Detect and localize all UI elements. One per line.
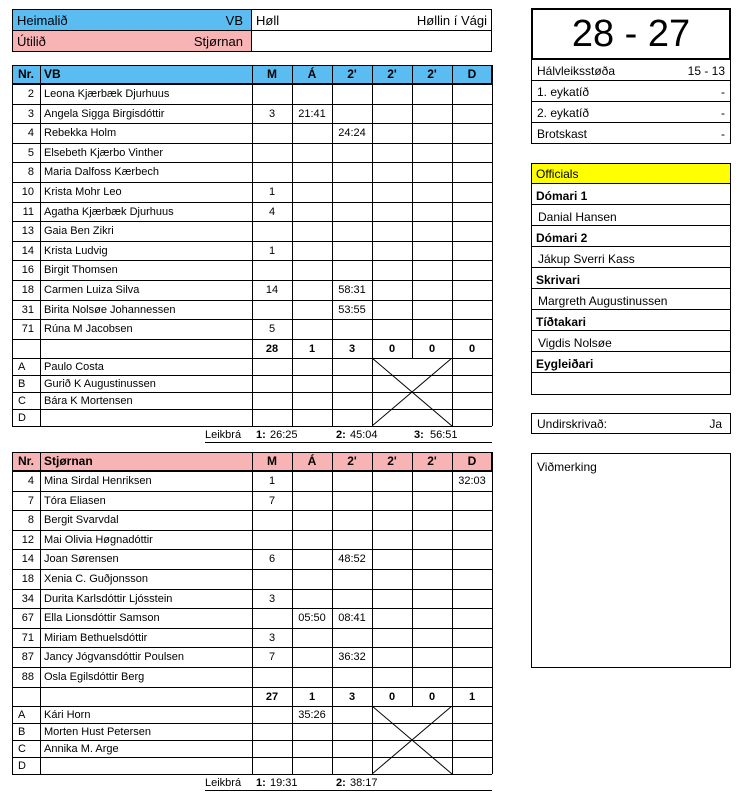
player-name: Gaia Ben Zikri (44, 225, 114, 238)
staff-code: D (18, 760, 26, 773)
staff-name: Kári Horn (44, 709, 91, 722)
player-name: Rebekka Holm (44, 127, 117, 140)
venue-blank (251, 30, 492, 52)
extra-time-1-label: 1. eykatíð (537, 85, 590, 99)
final-score (531, 8, 731, 60)
player-name: Mai Olivia Høgnadóttir (44, 533, 153, 546)
player-suspension-1: 36:32 (338, 651, 366, 664)
staff-cross-box (372, 706, 452, 774)
player-number: 71 (21, 631, 34, 644)
final-score-value: 28 - 27 (571, 13, 691, 55)
player-name: Rúna M Jacobsen (44, 323, 133, 336)
staff-code: C (18, 743, 26, 756)
player-number: 87 (21, 651, 34, 664)
extra-time-2-value: - (721, 106, 725, 120)
total-t1: 3 (348, 342, 356, 355)
col-header-nr: Nr. (17, 454, 34, 468)
total-a: 1 (308, 342, 316, 355)
player-name: Joan Sørensen (44, 553, 119, 566)
timeout-3-value: 56:51 (430, 429, 458, 442)
venue-row (251, 9, 492, 31)
player-name: Krista Ludvig (44, 244, 108, 257)
timeouts-label: Leikbrá (205, 777, 242, 790)
home-label: Heimalið (17, 13, 68, 28)
player-name: Maria Dalfoss Kærbech (44, 166, 159, 179)
penalties-row (531, 122, 731, 144)
signed-row (531, 413, 731, 434)
player-goals: 3 (268, 592, 276, 605)
timeout-1-label: 1: (256, 777, 266, 790)
player-name: Ella Lionsdóttir Samson (44, 612, 160, 625)
staff-warning: 35:26 (298, 709, 326, 722)
timeout-2-value: 38:17 (350, 777, 378, 790)
col-header-disqualification: D (467, 67, 477, 81)
officials-title: Officials (536, 167, 579, 181)
player-name: Leona Kjærbæk Djurhuus (44, 88, 170, 100)
away-team-row (12, 30, 252, 52)
player-number: 67 (21, 612, 34, 625)
player-name: Krista Mohr Leo (44, 186, 122, 198)
official-role-observer: Eygleiðari (536, 357, 594, 371)
col-header-suspension-2: 2' (387, 67, 397, 81)
player-name: Jancy Jógvansdóttir Poulsen (44, 651, 185, 664)
player-number: 34 (21, 592, 34, 605)
total-t3: 0 (428, 690, 436, 703)
player-suspension-1: 24:24 (338, 127, 366, 140)
timeout-1-label: 1: (256, 429, 266, 442)
official-role-referee-1: Dómari 1 (536, 189, 588, 203)
player-number: 71 (21, 323, 34, 336)
player-name: Birgit Thomsen (44, 264, 118, 277)
player-name: Osla Egilsdóttir Berg (44, 671, 145, 683)
player-number: 7 (27, 494, 34, 507)
staff-name: Annika M. Arge (44, 743, 119, 756)
away-team-name: Stjørnan (193, 34, 243, 49)
official-name-timekeeper: Vigdis Nolsøe (538, 336, 612, 350)
total-t1: 3 (348, 690, 356, 703)
total-t2: 0 (388, 690, 396, 703)
player-number: 14 (21, 553, 34, 566)
player-number: 16 (21, 264, 34, 277)
home-team-name: VB (225, 13, 243, 28)
half-score-label: Hálvleiksstøða (537, 64, 616, 78)
away-label: Útilið (17, 34, 46, 49)
player-goals: 7 (268, 494, 276, 507)
total-a: 1 (308, 690, 316, 703)
total-d: 1 (468, 690, 476, 703)
player-name: Birita Nolsøe Johannessen (44, 303, 176, 316)
player-number: 12 (21, 533, 34, 546)
player-number: 18 (21, 573, 34, 585)
player-number: 18 (21, 284, 34, 296)
staff-name: Morten Hust Petersen (44, 726, 151, 739)
venue-name: Høllin í Vági (416, 13, 487, 28)
penalties-label: Brotskast (537, 127, 588, 141)
col-header-suspension-2: 2' (387, 454, 397, 468)
player-number: 2 (27, 88, 34, 100)
col-header-goals: M (267, 67, 277, 81)
player-goals: 3 (268, 107, 276, 120)
col-header-warning: Á (307, 454, 317, 468)
extra-time-2-row (531, 101, 731, 123)
player-goals: 1 (268, 186, 276, 198)
player-name: Elsebeth Kjærbo Vinther (44, 146, 164, 159)
player-number: 8 (27, 514, 34, 527)
staff-name: Paulo Costa (44, 361, 104, 374)
player-goals: 6 (268, 553, 276, 566)
player-suspension-1: 58:31 (338, 284, 366, 296)
timeout-2-label: 2: (336, 429, 346, 442)
col-header-disqualification: D (467, 454, 477, 468)
player-number: 31 (21, 303, 34, 316)
player-number: 11 (22, 205, 34, 218)
player-name: Agatha Kjærbæk Djurhuus (44, 205, 174, 218)
signed-value: Ja (709, 417, 722, 431)
player-number: 4 (27, 127, 34, 140)
official-role-timekeeper: Tíðtakari (536, 315, 587, 329)
remarks-label: Viðmerking (537, 460, 597, 474)
player-disqualification: 32:03 (458, 475, 486, 487)
player-goals: 1 (268, 475, 276, 487)
staff-name: Gurið K Augustinussen (44, 378, 156, 391)
total-m: 28 (265, 342, 279, 355)
player-number: 88 (21, 671, 34, 683)
col-header-suspension-1: 2' (347, 67, 357, 81)
col-header-team: VB (44, 67, 61, 81)
player-name: Mina Sirdal Henriksen (44, 475, 152, 487)
player-suspension-1: 08:41 (338, 612, 366, 625)
col-header-team: Stjørnan (44, 454, 93, 468)
col-header-warning: Á (307, 67, 317, 81)
staff-code: A (18, 361, 26, 374)
staff-code: D (18, 412, 26, 425)
player-goals: 5 (268, 323, 276, 336)
player-number: 5 (27, 146, 34, 159)
half-score-row (531, 59, 731, 81)
player-name: Durita Karlsdóttir Ljósstein (44, 592, 173, 605)
staff-code: A (18, 709, 26, 722)
player-number: 4 (27, 475, 34, 487)
player-warning: 21:41 (298, 107, 326, 120)
player-number: 3 (27, 107, 34, 120)
player-name: Miriam Bethuelsdóttir (44, 631, 148, 644)
player-name: Tóra Eliasen (44, 494, 106, 507)
player-goals: 4 (268, 205, 276, 218)
official-name-referee-2: Jákup Sverri Kass (538, 252, 635, 266)
timeout-2-value: 45:04 (350, 429, 378, 442)
player-number: 10 (21, 186, 34, 198)
extra-time-2-label: 2. eykatíð (537, 106, 590, 120)
staff-name: Bára K Mortensen (44, 395, 133, 408)
player-name: Xenia C. Guðjonsson (44, 573, 148, 585)
player-suspension-1: 53:55 (338, 303, 366, 316)
timeout-1-value: 19:31 (270, 777, 298, 790)
remarks-box (531, 453, 731, 668)
player-goals: 14 (265, 284, 279, 296)
total-d: 0 (468, 342, 476, 355)
total-t2: 0 (388, 342, 396, 355)
official-role-scorekeeper: Skrivari (536, 273, 581, 287)
player-goals: 7 (268, 651, 276, 664)
extra-time-1-row (531, 80, 731, 102)
officials-header (531, 163, 731, 184)
extra-time-1-value: - (721, 85, 725, 99)
home-team-row (12, 9, 252, 31)
venue-label: Høll (256, 13, 280, 28)
staff-cross-box (372, 358, 452, 426)
col-header-goals: M (267, 454, 277, 468)
col-header-suspension-1: 2' (347, 454, 357, 468)
timeouts-label: Leikbrá (205, 429, 242, 442)
staff-code: C (18, 395, 26, 408)
staff-code: B (18, 378, 26, 391)
staff-code: B (18, 726, 26, 739)
penalties-value: - (721, 127, 725, 141)
total-t3: 0 (428, 342, 436, 355)
player-number: 13 (21, 225, 34, 238)
player-goals: 3 (268, 631, 276, 644)
player-name: Angela Sigga Birgisdóttir (44, 107, 165, 120)
player-number: 8 (27, 166, 34, 179)
col-header-suspension-3: 2' (427, 454, 437, 468)
timeout-3-label: 3: (414, 429, 424, 442)
player-name: Bergit Svarvdal (44, 514, 119, 527)
player-warning: 05:50 (298, 612, 326, 625)
player-goals: 1 (268, 244, 276, 257)
player-name: Carmen Luiza Silva (44, 284, 140, 296)
timeout-2-label: 2: (336, 777, 346, 790)
col-header-suspension-3: 2' (427, 67, 437, 81)
official-name-referee-1: Danial Hansen (538, 210, 617, 224)
timeout-1-value: 26:25 (270, 429, 298, 442)
player-number: 14 (21, 244, 34, 257)
col-header-nr: Nr. (17, 67, 34, 81)
player-suspension-1: 48:52 (338, 553, 366, 566)
official-name-scorekeeper: Margreth Augustinussen (538, 294, 668, 308)
half-score-value: 15 - 13 (687, 64, 725, 78)
official-role-referee-2: Dómari 2 (536, 231, 588, 245)
signed-label: Undirskrivað: (537, 417, 608, 431)
total-m: 27 (265, 690, 279, 703)
